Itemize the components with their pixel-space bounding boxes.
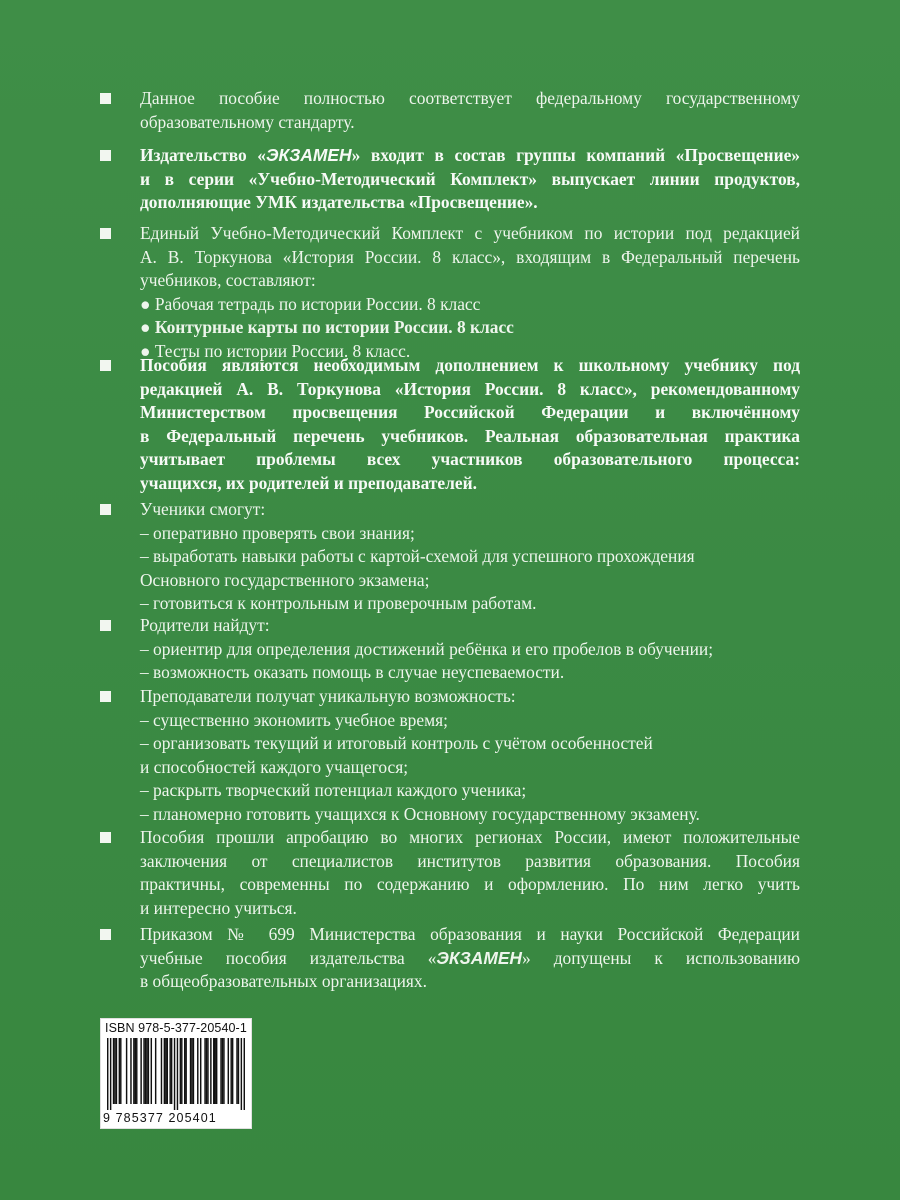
barcode-bar [116, 1038, 117, 1104]
section-umk [100, 222, 800, 363]
text-line: в общеобразовательных организациях. [140, 971, 427, 991]
barcode-bar [185, 1038, 186, 1104]
barcode-bar [197, 1038, 198, 1104]
barcode-bar [216, 1038, 217, 1104]
barcode-bar [133, 1038, 134, 1104]
barcode-bar [184, 1038, 185, 1104]
text-line: Родители найдут: [140, 615, 270, 635]
barcode-bar [190, 1038, 191, 1104]
barcode-bar [136, 1038, 137, 1104]
section-students [100, 498, 800, 616]
barcode-bar [151, 1038, 152, 1104]
barcode-bar [113, 1038, 114, 1104]
text-line: Издательство «ЭКЗАМЕН» входит в состав группы компаний «Просвещение» [140, 145, 800, 165]
barcode-bar [213, 1038, 214, 1104]
section-order [100, 923, 800, 994]
text-line: А. В. Торкунова «История России. 8 класс», входящим в Федеральный перечень [140, 246, 800, 267]
text-line: – выработать навыки работы с картой-схемой для успешного прохождения [140, 546, 695, 566]
barcode-bar [207, 1038, 208, 1104]
text-line: – ориентир для определения достижений ребёнка и его пробелов в обучении; [140, 638, 714, 659]
barcode-bar [143, 1038, 144, 1104]
text-line: учебников, составляют: [140, 270, 316, 290]
barcode-bar [180, 1038, 181, 1104]
text-line: Ученики смогут: [140, 499, 266, 519]
text-line: – готовиться к контрольным и проверочным работам. [140, 593, 537, 613]
text-line: и в серии «Учебно-Методический Комплект» выпускает линии продуктов, [140, 168, 800, 189]
barcode-bar [238, 1038, 239, 1104]
text-line: и интересно учиться. [140, 897, 297, 918]
square-bullet-icon [100, 929, 111, 940]
barcode-bar [191, 1038, 192, 1104]
text-line: – возможность оказать помощь в случае неуспеваемости. [140, 662, 565, 682]
square-bullet-icon [100, 504, 111, 515]
barcode-bar [206, 1038, 207, 1104]
barcode-bar [193, 1038, 194, 1104]
square-bullet-icon [100, 228, 111, 239]
text-line: – планомерно готовить учащихся к Основному государственному экзамену. [140, 803, 700, 824]
text-line: и способностей каждого учащегося; [140, 756, 409, 777]
text-line: практичны, современны по содержанию и оформлению. По ним легко учить [140, 874, 800, 894]
barcode-bar [223, 1038, 224, 1104]
barcode-bar [148, 1038, 149, 1104]
text-line: Единый Учебно-Методический Комплект с учебником по истории под редакцией [140, 223, 800, 243]
barcode-bar [126, 1038, 127, 1104]
section-necessity [100, 354, 800, 495]
barcode-bars [107, 1038, 245, 1110]
text-line: учащихся, их родителей и преподавателей. [140, 472, 477, 493]
barcode-bar [120, 1038, 121, 1104]
barcode-bar [174, 1038, 175, 1110]
list-item: ● Контурные карты по истории России. 8 класс [140, 317, 514, 337]
barcode-bar [177, 1038, 178, 1110]
barcode-bar [140, 1038, 141, 1104]
barcode-bar [241, 1038, 242, 1110]
barcode-bar [146, 1038, 147, 1104]
barcode-bar [210, 1038, 211, 1104]
barcode-bar [165, 1038, 166, 1104]
section-fgos [100, 87, 800, 134]
barcode-bar [164, 1038, 165, 1104]
square-bullet-icon [100, 150, 111, 161]
text-line: Приказом № 699 Министерства образования и науки Российской Федерации [140, 924, 800, 944]
list-item: ● Рабочая тетрадь по истории России. 8 класс [140, 293, 481, 314]
barcode-bar [222, 1038, 223, 1104]
square-bullet-icon [100, 360, 111, 371]
text-line: редакцией А. В. Торкунова «История России. 8 класс», рекомендованному [140, 378, 800, 399]
square-bullet-icon [100, 691, 111, 702]
barcode-bar [228, 1038, 229, 1104]
list-item: ● Тесты по истории России. 8 класс. [140, 340, 411, 361]
barcode-bar [171, 1038, 172, 1104]
section-approbation [100, 826, 800, 920]
publisher-brand: ЭКЗАМЕН [436, 947, 522, 968]
text-line: – существенно экономить учебное время; [140, 709, 448, 730]
barcode-bar [220, 1038, 221, 1104]
publisher-brand: ЭКЗАМЕН [266, 145, 352, 165]
isbn-barcode [100, 1018, 252, 1129]
barcode-bar [110, 1038, 111, 1110]
barcode-bar [204, 1038, 205, 1104]
barcode-bar [135, 1038, 136, 1104]
barcode-bar [119, 1038, 120, 1104]
barcode-bar [167, 1038, 168, 1104]
barcode-bar [161, 1038, 162, 1104]
text-line: Пособия являются необходимым дополнением к школьному учебнику под [140, 355, 800, 375]
square-bullet-icon [100, 832, 111, 843]
section-parents [100, 614, 800, 685]
barcode-bar [244, 1038, 245, 1110]
barcode-digits: 9 785377 205401 [103, 1111, 217, 1125]
text-line: Министерством просвещения Российской Федерации и включённому [140, 402, 800, 422]
isbn-label: ISBN 978-5-377-20540-1 [105, 1021, 247, 1035]
text-line: – раскрыть творческий потенциал каждого ученика; [140, 780, 527, 800]
text-line: – оперативно проверять свои знания; [140, 522, 415, 543]
text-line: учебные пособия издательства «ЭКЗАМЕН» допущены к использованию [140, 947, 801, 968]
barcode-bar [169, 1038, 170, 1104]
barcode-bar [232, 1038, 233, 1104]
barcode-bar [236, 1038, 237, 1104]
text-line: Основного государственного экзамена; [140, 569, 430, 590]
barcode-bar [130, 1038, 131, 1104]
text-line: Данное пособие полностью соответствует федеральному государственному [140, 88, 800, 108]
barcode-bar [114, 1038, 115, 1104]
barcode-bar [230, 1038, 231, 1104]
barcode-bar [155, 1038, 156, 1104]
text-line: образовательному стандарту. [140, 111, 355, 132]
section-teachers [100, 685, 800, 826]
barcode-bar [145, 1038, 146, 1104]
text-line: – организовать текущий и итоговый контроль с учётом особенностей [140, 733, 653, 753]
section-publisher [100, 144, 800, 215]
square-bullet-icon [100, 93, 111, 104]
text-line: дополняющие УМК издательства «Просвещение». [140, 192, 538, 212]
text-line: Преподаватели получат уникальную возможность: [140, 686, 516, 706]
barcode-bar [181, 1038, 182, 1104]
text-line: учитывает проблемы всех участников образовательного процесса: [140, 449, 800, 469]
barcode-bar [107, 1038, 108, 1110]
text-line: Пособия прошли апробацию во многих регионах России, имеют положительные [140, 827, 800, 847]
text-line: в Федеральный перечень учебников. Реальная образовательная практика [140, 425, 800, 446]
barcode-bar [200, 1038, 201, 1104]
square-bullet-icon [100, 620, 111, 631]
barcode-bar [214, 1038, 215, 1104]
text-line: заключения от специалистов институтов развития образования. Пособия [140, 850, 800, 871]
